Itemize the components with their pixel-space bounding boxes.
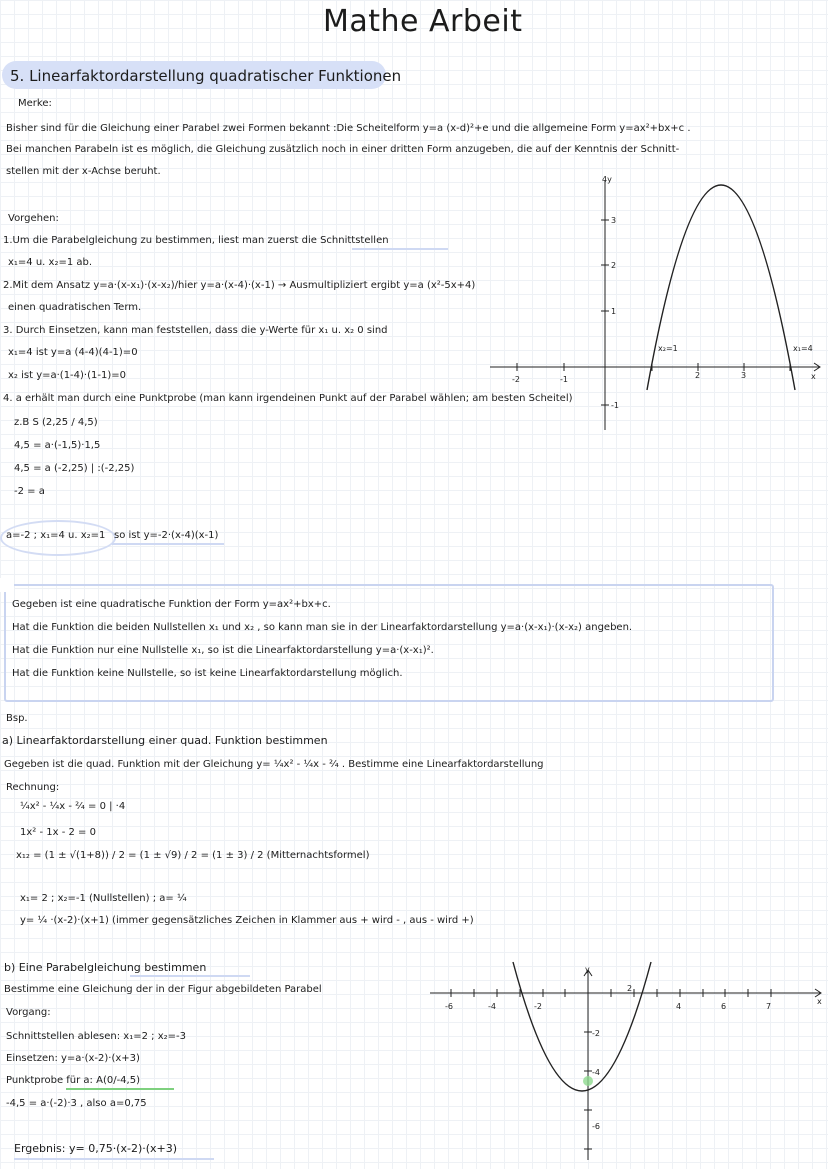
example-a-eq4: x₁= 2 ; x₂=-1 (Nullstellen) ; a= ¼ bbox=[20, 893, 187, 904]
rule-line-3: Hat die Funktion nur eine Nullstelle x₁, so ist die Linearfaktordarstellung y=a·(x-x₁)². bbox=[12, 645, 434, 656]
x-tick-2: 2 bbox=[627, 984, 633, 993]
point-a bbox=[583, 1076, 593, 1086]
example-b-heading: b) Eine Parabelgleichung bestimmen bbox=[4, 961, 207, 974]
step-3c: x₂ ist y=a·(1-4)·(1-1)=0 bbox=[8, 370, 126, 381]
merke-line-1: Bisher sind für die Gleichung einer Parabel zwei Formen bekannt :Die Scheitelform y=a (x-d)²+e und die allgemeine Form y=ax²+bx+c . bbox=[6, 123, 691, 134]
x-label: x bbox=[817, 997, 822, 1006]
parabola-2 bbox=[513, 962, 651, 1091]
graph-1 bbox=[480, 160, 825, 440]
merke-line-3: stellen mit der x-Achse beruht. bbox=[6, 166, 161, 177]
example-b-task: Bestimme eine Gleichung der in der Figur abgebildeten Parabel bbox=[4, 984, 322, 995]
y-tick-neg6: -6 bbox=[592, 1122, 600, 1131]
step-4d: 4,5 = a (-2,25) | :(-2,25) bbox=[14, 463, 135, 474]
y-tick-neg4: -4 bbox=[592, 1068, 600, 1077]
example-b-step3: Punktprobe für a: A(0/-4,5) bbox=[6, 1075, 140, 1086]
y-label: y bbox=[585, 965, 590, 974]
x-tick-6: 6 bbox=[721, 1002, 727, 1011]
x-label: x bbox=[811, 372, 816, 381]
rule-line-2: Hat die Funktion die beiden Nullstellen x₁ und x₂ , so kann man sie in der Linearfaktordarstellung y=a·(x-x₁)·(x-x₂) angeben. bbox=[12, 622, 633, 633]
step-4e: -2 = a bbox=[14, 486, 45, 497]
parabola-1 bbox=[647, 185, 795, 390]
example-b-step1: Schnittstellen ablesen: x₁=2 ; x₂=-3 bbox=[6, 1031, 186, 1042]
example-a-given: Gegeben ist die quad. Funktion mit der Gleichung y= ¼x² - ¼x - ²⁄₄ . Bestimme eine Linearfaktordarstellung bbox=[4, 759, 544, 770]
y-tick-neg1: -1 bbox=[611, 401, 619, 410]
example-b-vorgang: Vorgang: bbox=[6, 1007, 51, 1018]
green-underline bbox=[66, 1088, 174, 1090]
example-a-heading: a) Linearfaktordarstellung einer quad. Funktion bestimmen bbox=[2, 734, 328, 747]
example-b-step4: -4,5 = a·(-2)·3 , also a=0,75 bbox=[6, 1098, 147, 1109]
merke-label: Merke: bbox=[18, 98, 52, 109]
example-a-rechnung: Rechnung: bbox=[6, 782, 60, 793]
y-label: 4y bbox=[602, 175, 612, 184]
x-tick-2: 2 bbox=[695, 371, 701, 380]
x-tick-neg4: -4 bbox=[488, 1002, 496, 1011]
section-heading: 5. Linearfaktordarstellung quadratischer Funktionen bbox=[10, 67, 402, 85]
x-tick-7: 7 bbox=[766, 1002, 772, 1011]
x-tick-neg2: -2 bbox=[534, 1002, 542, 1011]
example-b-result: Ergebnis: y= 0,75·(x-2)·(x+3) bbox=[14, 1142, 178, 1155]
step-3a: 3. Durch Einsetzen, kann man feststellen, dass die y-Werte für x₁ u. x₂ 0 sind bbox=[3, 325, 388, 336]
underline bbox=[352, 248, 448, 250]
rule-line-1: Gegeben ist eine quadratische Funktion der Form y=ax²+bx+c. bbox=[12, 599, 331, 610]
example-a-eq2: 1x² - 1x - 2 = 0 bbox=[20, 827, 96, 838]
vorgehen-label: Vorgehen: bbox=[8, 213, 59, 224]
underline bbox=[112, 543, 224, 545]
page-title: Mathe Arbeit bbox=[323, 4, 523, 39]
y-tick-2: 2 bbox=[611, 261, 617, 270]
result-circled: a=-2 ; x₁=4 u. x₂=1 bbox=[6, 530, 106, 541]
x-tick-neg2: -2 bbox=[512, 375, 520, 384]
example-b-step2: Einsetzen: y=a·(x-2)·(x+3) bbox=[6, 1053, 140, 1064]
example-a-eq3: x₁₂ = (1 ± √(1+8)) / 2 = (1 ± √9) / 2 = (1 ± 3) / 2 (Mitternachtsformel) bbox=[16, 850, 370, 861]
root-label-1: x₂=1 bbox=[658, 344, 678, 353]
y-tick-neg2: -2 bbox=[592, 1029, 600, 1038]
underline bbox=[130, 975, 250, 977]
step-4a: 4. a erhält man durch eine Punktprobe (man kann irgendeinen Punkt auf der Parabel wählen; am besten Scheitel) bbox=[3, 393, 573, 404]
step-3b: x₁=4 ist y=a (4-4)(4-1)=0 bbox=[8, 347, 138, 358]
merke-line-2: Bei manchen Parabeln ist es möglich, die Gleichung zusätzlich noch in einer dritten Form anzugeben, die auf der Kenntnis der Schnitt- bbox=[6, 144, 680, 155]
result-rest: so ist y=-2·(x-4)(x-1) bbox=[114, 530, 219, 541]
root-label-2: x₁=4 bbox=[793, 344, 813, 353]
step-4b: z.B S (2,25 / 4,5) bbox=[14, 417, 98, 428]
example-a-eq1: ¼x² - ¼x - ²⁄₄ = 0 | ·4 bbox=[20, 801, 126, 812]
x-tick-neg1: -1 bbox=[560, 375, 568, 384]
step-1b: x₁=4 u. x₂=1 ab. bbox=[8, 257, 93, 268]
step-2a: 2.Mit dem Ansatz y=a·(x-x₁)·(x-x₂)/hier y=a·(x-4)·(x-1) → Ausmultipliziert ergibt y=a (x²-5x+4) bbox=[3, 280, 476, 291]
graph-2 bbox=[425, 960, 825, 1165]
x-tick-3: 3 bbox=[741, 371, 747, 380]
x-tick-4: 4 bbox=[676, 1002, 682, 1011]
step-1a: 1.Um die Parabelgleichung zu bestimmen, liest man zuerst die Schnittstellen bbox=[3, 235, 389, 246]
example-a-eq5: y= ¼ ·(x-2)·(x+1) (immer gegensätzliches Zeichen in Klammer aus + wird - , aus - wird +) bbox=[20, 915, 474, 926]
x-tick-neg6: -6 bbox=[445, 1002, 453, 1011]
y-tick-3: 3 bbox=[611, 216, 617, 225]
y-tick-1: 1 bbox=[611, 307, 617, 316]
underline bbox=[14, 1158, 214, 1160]
step-2b: einen quadratischen Term. bbox=[8, 302, 142, 313]
rule-line-4: Hat die Funktion keine Nullstelle, so ist keine Linearfaktordarstellung möglich. bbox=[12, 668, 403, 679]
step-4c: 4,5 = a·(-1,5)·1,5 bbox=[14, 440, 101, 451]
example-label: Bsp. bbox=[6, 713, 28, 724]
